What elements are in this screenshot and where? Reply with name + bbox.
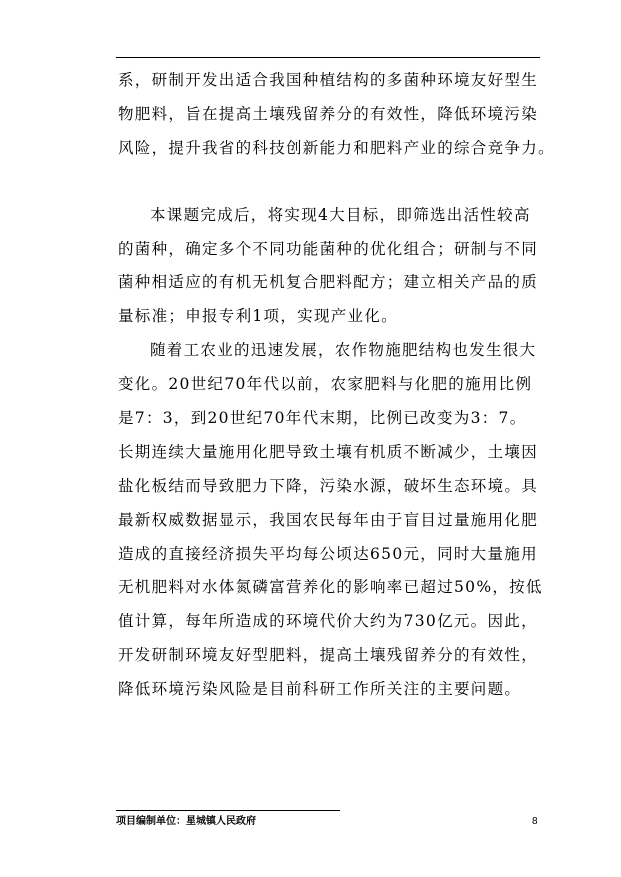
text-line: 的菌种，确定多个不同功能菌种的优化组合；研制与不同 [118,239,539,258]
text-line: 长期连续大量施用化肥导致土壤有机质不断减少，土壤因 [118,442,539,461]
footer-rule [116,810,340,811]
paragraph-start-line: 随着工农业的迅速发展，农作物施肥结构也发生很大 [150,341,537,360]
text-line: 是7：3，到20世纪70年代末期，比例已改变为3：7。 [118,409,527,428]
text-line: 变化。20世纪70年代以前，农家肥料与化肥的施用比例 [118,375,533,394]
text-line: 物肥料，旨在提高土壤残留养分的有效性，降低环境污染 [118,104,539,123]
page-number: 8 [532,816,538,827]
text-line: 量标准；申报专利1项，实现产业化。 [118,307,398,326]
text-line: 造成的直接经济损失平均每公顷达650元，同时大量施用 [118,544,538,563]
text-line: 降低环境污染风险是目前科研工作所关注的主要问题。 [118,680,522,699]
text-line: 风险，提升我省的科技创新能力和肥料产业的综合竞争力。 [118,138,555,157]
header-rule [116,57,540,58]
text-line: 开发研制环境友好型肥料，提高土壤残留养分的有效性， [118,646,539,665]
text-line: 系，研制开发出适合我国种植结构的多菌种环境友好型生 [118,71,539,89]
text-line: 最新权威数据显示，我国农民每年由于盲目过量施用化肥 [118,510,539,529]
text-line: 值计算，每年所造成的环境代价大约为730亿元。因此， [118,612,538,631]
body-text [118,64,558,707]
paragraph-start-line: 本课题完成后，将实现4大目标，即筛选出活性较高 [150,205,531,224]
footer-organization: 项目编制单位：星城镇人民政府 [116,816,256,827]
text-line: 盐化板结而导致肥力下降，污染水源，破坏生态环境。具 [118,476,539,495]
text-line: 菌种相适应的有机无机复合肥料配方；建立相关产品的质 [118,273,539,292]
text-line: 无机肥料对水体氮磷富营养化的影响率已超过50%，按低 [118,578,543,597]
